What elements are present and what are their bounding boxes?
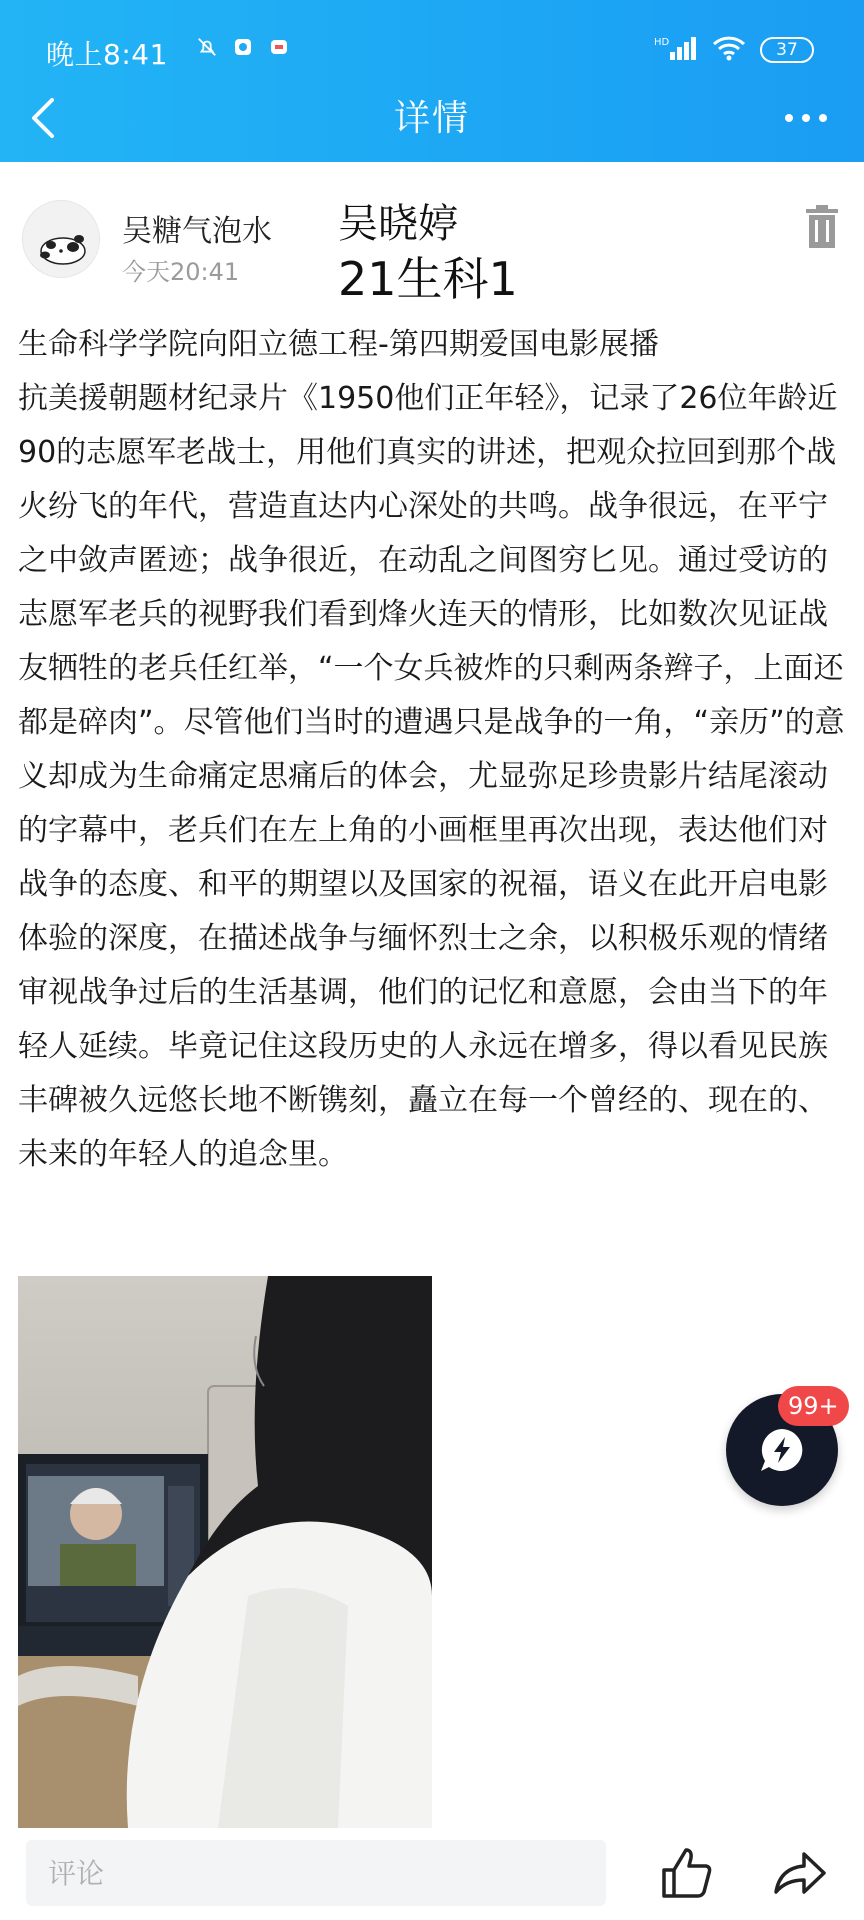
comment-input[interactable] (26, 1840, 606, 1906)
photo-illustration (18, 1276, 432, 1828)
overlay-student-name: 吴晓婷 (338, 201, 458, 247)
share-arrow-icon (772, 1846, 828, 1900)
trash-icon (802, 204, 842, 250)
more-dots-icon (785, 114, 793, 122)
app-header (0, 0, 864, 162)
unread-badge: 99+ (778, 1386, 849, 1426)
svg-text:HD: HD (654, 37, 670, 48)
lightning-chat-icon (757, 1425, 807, 1475)
post-time: 今天20:41 (122, 258, 240, 286)
avatar[interactable] (22, 200, 100, 278)
share-button[interactable] (772, 1846, 828, 1900)
status-time: 晚上8:41 (46, 38, 168, 71)
delete-button[interactable] (802, 204, 842, 250)
message-notification-icon (268, 36, 290, 58)
signal-icon (654, 34, 698, 66)
panda-avatar-icon (23, 201, 100, 278)
like-button[interactable] (660, 1846, 714, 1900)
author-name[interactable]: 吴糖气泡水 (122, 214, 272, 249)
post-photo[interactable] (18, 1276, 432, 1828)
post-author-row (22, 200, 842, 310)
status-right-icons (654, 34, 814, 66)
battery-indicator: 37 (760, 37, 814, 63)
nav-bar (0, 82, 864, 160)
app-notification-icon (232, 36, 254, 58)
page-title: 详情 (393, 98, 470, 139)
status-notification-icons (196, 36, 290, 58)
bottom-action-bar (0, 1830, 864, 1920)
overlay-student-class: 21生科1 (338, 252, 518, 306)
mute-bell-icon (196, 36, 218, 58)
more-button[interactable] (776, 88, 836, 148)
wifi-icon (712, 35, 746, 65)
post-body-text: 生命科学学院向阳立德工程-第四期爱国电影展播 抗美援朝题材纪录片《1950他们正年轻》，记录了26位年龄近90的志愿军老战士，用他们真实的讲述，把观众拉回到那个战火纷飞的年代，营造直达内心深处的共鸣。战争很远，在平宁之中敛声匿迹；战争很近，在动乱之间图穷匕见。通过受访的志愿军老兵的视野我们看到烽火连天的情形，比如数次见证战友牺牲的老兵任红举，“一个女兵被炸的只剩两条辫子，上面还都是碎肉”。尽管他们当时的遭遇只是战争的一角，“亲历”的意义却成为生命痛定思痛后的体会，尤显弥足珍贵影片结尾滚动的字幕中，老兵们在左上角的小画框里再次出现，表达他们对战争的态度、和平的期望以及国家的祝福，语义在此开启电影体验的深度，在描述战争与缅怀烈士之余，以积极乐观的情绪审视战争过后的生活基调，他们的记忆和意愿，会由当下的年轻人延续。毕竟记住这段历史的人永远在增多，得以看见民族丰碑被久远悠长地不断镌刻，矗立在每一个曾经的、现在的、未来的年轻人的追念里。 (18, 327, 845, 1172)
thumbs-up-icon (660, 1846, 714, 1900)
